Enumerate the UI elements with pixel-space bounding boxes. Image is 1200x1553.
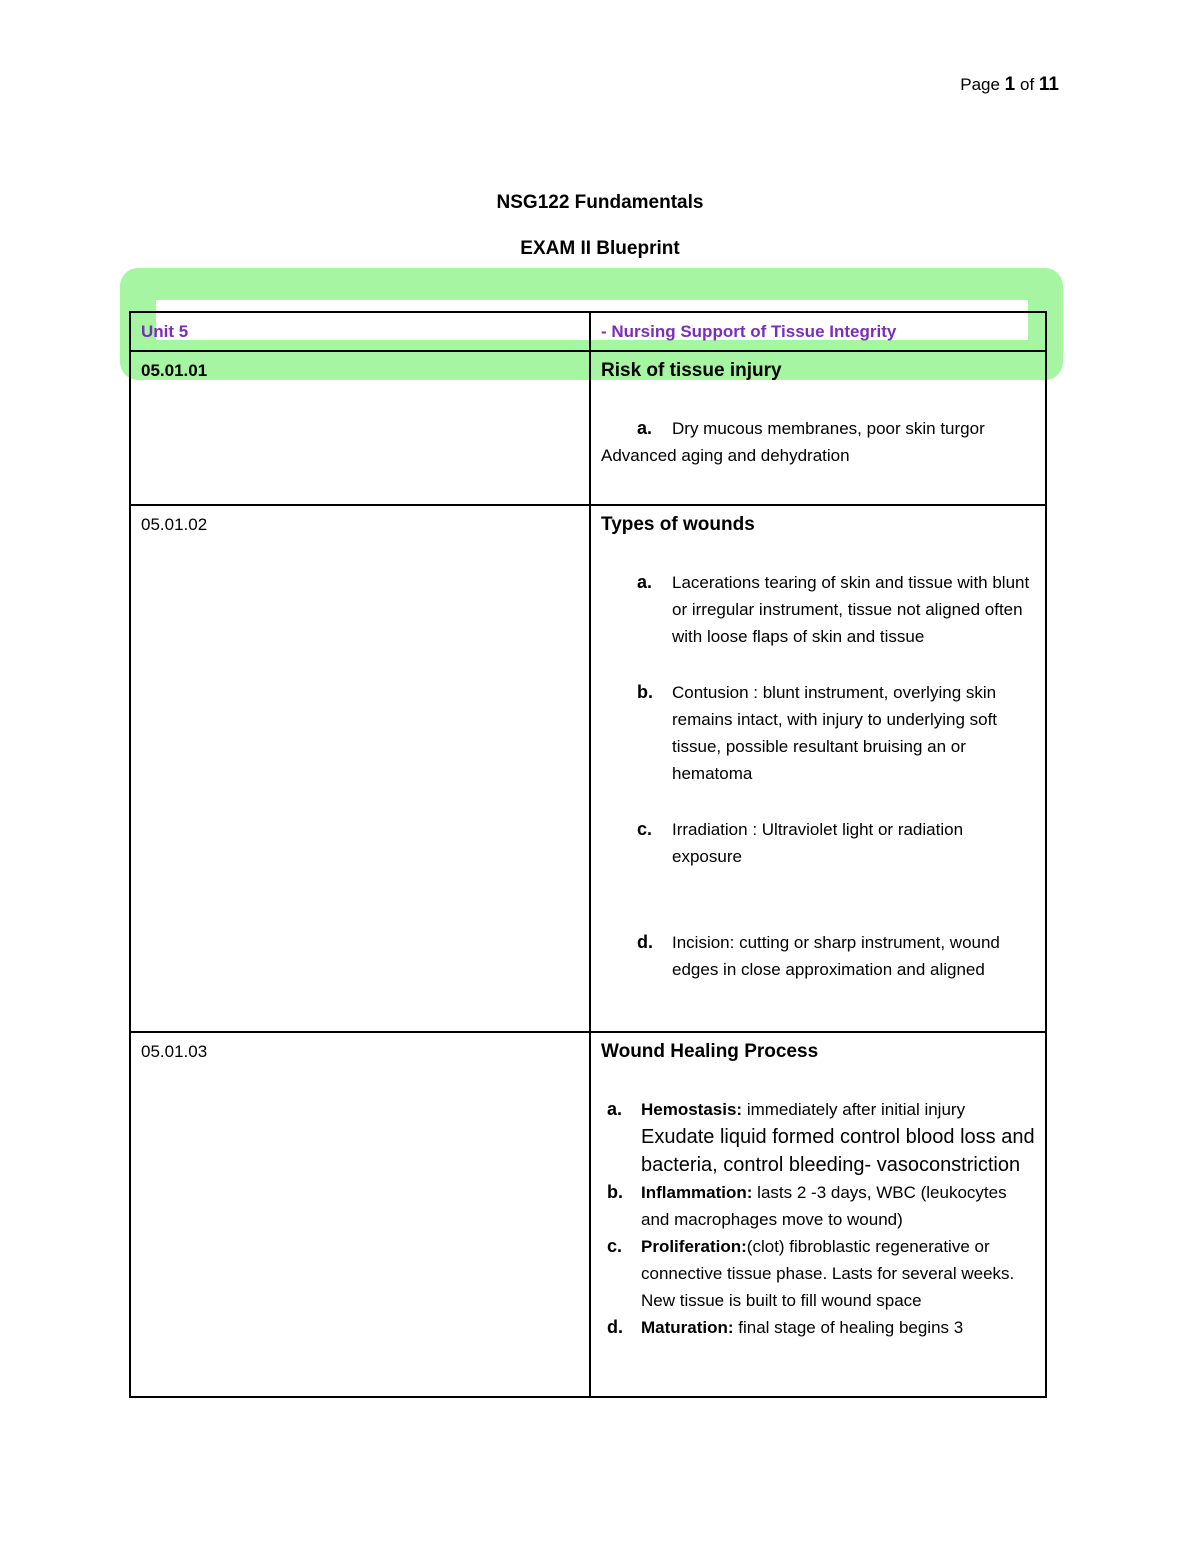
list-item-text: Dry mucous membranes, poor skin turgor <box>672 419 985 438</box>
objective-content <box>590 351 1046 505</box>
objective-content <box>590 1032 1046 1397</box>
objective-list <box>601 1096 1035 1341</box>
objective-list <box>601 415 1035 442</box>
list-item-note: Exudate liquid formed control blood loss and bacteria, control bleeding- vasoconstriction <box>641 1126 1035 1176</box>
page-of: of <box>1019 75 1035 94</box>
list-item-text: Lacerations tearing of skin and tissue with blunt or irregular instrument, tissue not aligned often with loose flaps of skin and tissue <box>672 573 1030 646</box>
list-marker: a. <box>637 418 653 438</box>
list-item-text: Contusion : blunt instrument, overlying skin remains intact, with injury to underlying soft tissue, possible resultant bruising an or hematoma <box>672 683 998 783</box>
list-marker: a. <box>637 572 653 592</box>
objective-heading: Risk of tissue injury <box>601 360 782 381</box>
list-item <box>601 1314 1035 1341</box>
document-subtitle: EXAM II Blueprint <box>520 238 680 259</box>
unit-label: Unit 5 <box>130 312 590 351</box>
objective-code: 05.01.03 <box>130 1032 590 1397</box>
list-item <box>601 569 1035 650</box>
list-item <box>601 1096 1035 1179</box>
list-item-label: Hemostasis: <box>641 1100 743 1119</box>
page-label: Page <box>960 75 1000 94</box>
list-marker: b. <box>607 1182 623 1202</box>
list-item <box>601 1179 1035 1233</box>
blueprint-table <box>129 311 1047 1398</box>
list-item <box>601 816 1035 870</box>
objective-list <box>601 569 1035 983</box>
page-total: 11 <box>1038 74 1059 95</box>
list-item-label: Proliferation: <box>641 1237 747 1256</box>
list-item-label: Maturation: <box>641 1318 734 1337</box>
document-title: NSG122 Fundamentals <box>496 192 704 213</box>
table-row <box>130 505 1046 1032</box>
list-item-text: Incision: cutting or sharp instrument, wound edges in close approximation and aligned <box>672 933 1000 979</box>
list-item <box>601 679 1035 787</box>
list-marker: a. <box>607 1099 623 1119</box>
page-number <box>960 74 1059 96</box>
page-current: 1 <box>1004 74 1016 95</box>
list-marker: c. <box>607 1236 623 1256</box>
list-marker: d. <box>607 1317 623 1337</box>
list-marker: c. <box>637 819 653 839</box>
objective-code: 05.01.02 <box>130 505 590 1032</box>
unit-topic: - Nursing Support of Tissue Integrity <box>590 312 1046 351</box>
objective-heading: Types of wounds <box>601 514 755 535</box>
table-header-row <box>130 312 1046 351</box>
objective-code: 05.01.01 <box>130 351 590 505</box>
list-item-text: lasts 2 -3 days, WBC (leukocytes and macrophages move to wound) <box>641 1183 1007 1229</box>
list-item-label: Inflammation: <box>641 1183 753 1202</box>
list-item <box>601 415 1035 442</box>
list-item-text: immediately after initial injury <box>742 1100 966 1119</box>
list-marker: d. <box>637 932 653 952</box>
list-item-text: final stage of healing begins 3 <box>733 1318 964 1337</box>
table-row <box>130 351 1046 505</box>
objective-heading: Wound Healing Process <box>601 1041 819 1062</box>
objective-content <box>590 505 1046 1032</box>
table-row <box>130 1032 1046 1397</box>
list-item-text: Irradiation : Ultraviolet light or radiation exposure <box>672 820 964 866</box>
list-item <box>601 1233 1035 1314</box>
objective-extra-text: Advanced aging and dehydration <box>601 446 850 465</box>
list-marker: b. <box>637 682 653 702</box>
list-item-text: (clot) fibroblastic regenerative or connective tissue phase. Lasts for several weeks. New tissue is built to fill wound space <box>641 1237 1015 1310</box>
list-item <box>601 929 1035 983</box>
